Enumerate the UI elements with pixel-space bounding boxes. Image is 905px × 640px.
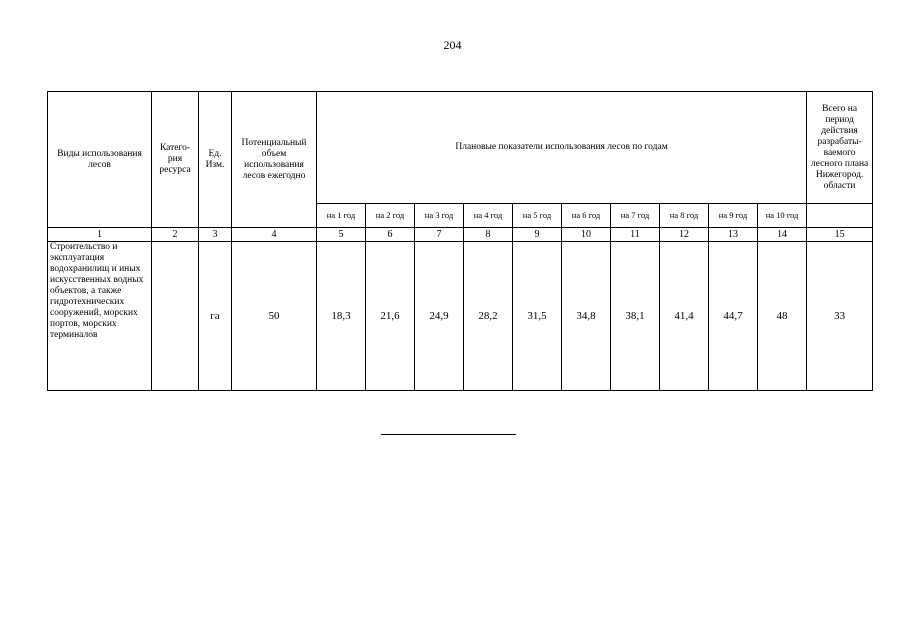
- column-number: 8: [464, 228, 513, 242]
- column-number: 11: [611, 228, 660, 242]
- column-number: 2: [152, 228, 199, 242]
- page-number: 204: [443, 38, 462, 52]
- header-total: Всего на период действия разрабаты-ваемого лесного плана Нижегород. области: [807, 92, 873, 204]
- cell-year-value: 21,6: [366, 242, 415, 391]
- column-number: 7: [415, 228, 464, 242]
- year-header: на 10 год: [758, 204, 807, 228]
- column-number: 9: [513, 228, 562, 242]
- cell-unit: га: [199, 242, 232, 391]
- cell-year-value: 18,3: [317, 242, 366, 391]
- column-number: 12: [660, 228, 709, 242]
- table-row: [48, 242, 873, 391]
- cell-year-value: 48: [758, 242, 807, 391]
- year-header: на 8 год: [660, 204, 709, 228]
- column-number: 4: [232, 228, 317, 242]
- header-planned: Плановые показатели использования лесов по годам: [317, 92, 807, 204]
- column-number: 6: [366, 228, 415, 242]
- cell-category: [152, 242, 199, 391]
- forest-use-plan-table: [47, 91, 873, 391]
- column-number: 10: [562, 228, 611, 242]
- column-number: 13: [709, 228, 758, 242]
- year-header: на 6 год: [562, 204, 611, 228]
- year-header: на 4 год: [464, 204, 513, 228]
- year-header: на 9 год: [709, 204, 758, 228]
- cell-potential: 50: [232, 242, 317, 391]
- cell-year-value: 38,1: [611, 242, 660, 391]
- column-number-row: [48, 228, 873, 242]
- year-header: на 1 год: [317, 204, 366, 228]
- header-unit: Ед. Изм.: [199, 92, 232, 228]
- year-header: на 3 год: [415, 204, 464, 228]
- footnote-divider: [381, 434, 516, 435]
- year-header: на 2 год: [366, 204, 415, 228]
- cell-year-value: 28,2: [464, 242, 513, 391]
- column-number: 5: [317, 228, 366, 242]
- year-header: на 5 год: [513, 204, 562, 228]
- column-number: 1: [48, 228, 152, 242]
- column-number: 14: [758, 228, 807, 242]
- header-row: [48, 92, 873, 204]
- header-category: Катего-рия ресурса: [152, 92, 199, 228]
- column-number: 3: [199, 228, 232, 242]
- cell-year-value: 44,7: [709, 242, 758, 391]
- cell-total: 33: [807, 242, 873, 391]
- header-kind: Виды использования лесов: [48, 92, 152, 228]
- cell-kind: Строительство и эксплуатация водохранилищ и иных искусственных водных объектов, а также гидротехнических сооружений, морских портов, морских терминалов: [48, 242, 152, 391]
- cell-year-value: 34,8: [562, 242, 611, 391]
- cell-year-value: 24,9: [415, 242, 464, 391]
- cell-year-value: 41,4: [660, 242, 709, 391]
- header-potential: Потенциальный объем использования лесов ежегодно: [232, 92, 317, 228]
- column-number: 15: [807, 228, 873, 242]
- year-header-blank: [807, 204, 873, 228]
- year-header: на 7 год: [611, 204, 660, 228]
- cell-year-value: 31,5: [513, 242, 562, 391]
